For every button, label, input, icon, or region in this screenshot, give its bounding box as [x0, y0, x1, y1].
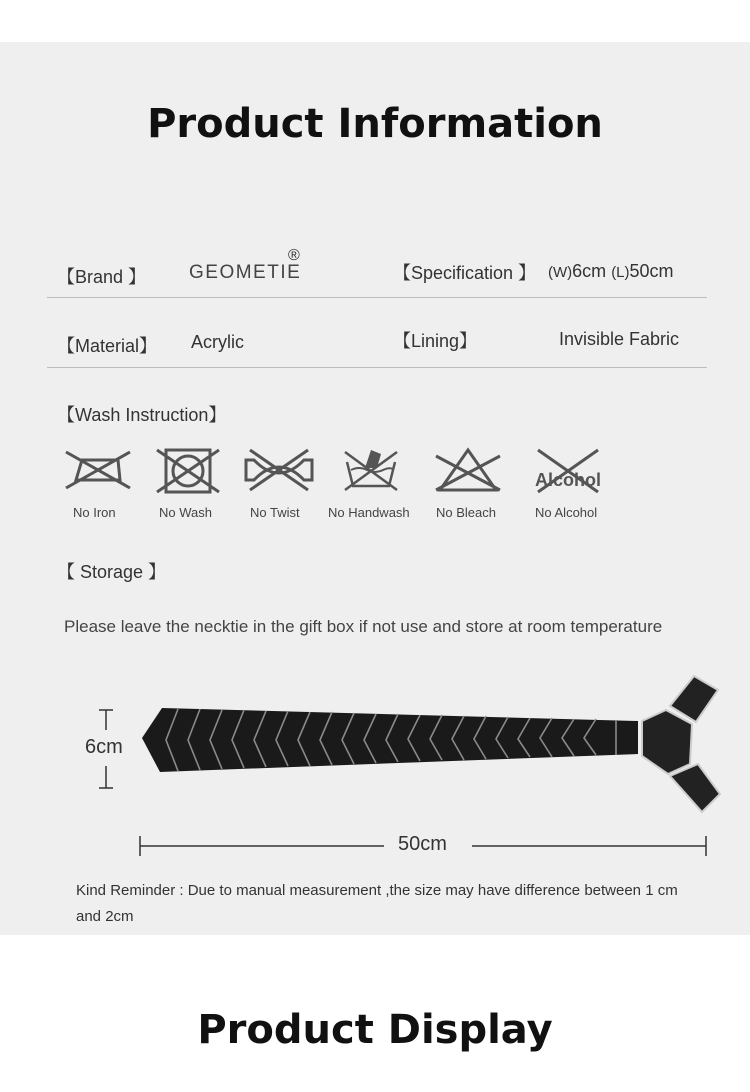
- no-alcohol-icon: [532, 446, 604, 496]
- wash-instruction-label: 【Wash Instruction】: [57, 405, 227, 425]
- length-value: 50cm: [629, 261, 674, 281]
- storage-text: Please leave the necktie in the gift box if not use and store at room temperature: [64, 617, 663, 636]
- width-prefix: (W): [548, 264, 573, 281]
- wash-label-no-twist: No Twist: [250, 505, 300, 520]
- product-display-title: Product Display: [197, 1007, 553, 1053]
- tie-length-label: 50cm: [398, 833, 447, 855]
- brand-value: GEOMETIE: [189, 262, 302, 283]
- storage-label: 【 Storage 】: [57, 562, 167, 582]
- material-value: Acrylic: [191, 332, 244, 352]
- no-handwash-icon: [341, 446, 401, 494]
- no-twist-icon: [240, 446, 318, 494]
- wash-label-no-wash: No Wash: [159, 505, 212, 520]
- no-wash-icon: [153, 446, 223, 496]
- wash-label-no-bleach: No Bleach: [436, 505, 496, 520]
- alcohol-icon-text: Alcohol: [535, 470, 601, 490]
- specification-value: [548, 261, 674, 282]
- collar-right: [670, 764, 720, 812]
- lining-value: Invisible Fabric: [559, 329, 680, 349]
- no-iron-icon: [62, 446, 134, 492]
- brand-label: 【Brand 】: [57, 267, 147, 287]
- divider: [47, 297, 707, 298]
- product-information-title: Product Information: [147, 101, 603, 147]
- necktie-diagram: [0, 670, 750, 870]
- wash-label-no-alcohol: No Alcohol: [535, 505, 598, 520]
- divider: [47, 367, 707, 368]
- wash-label-no-iron: No Iron: [73, 505, 116, 520]
- kind-reminder: Kind Reminder : Due to manual measurement ,the size may have difference between 1 cm and 2cm: [76, 882, 678, 925]
- width-value: 6cm: [572, 261, 607, 281]
- registered-mark: ®: [288, 247, 300, 264]
- specification-label: 【Specification 】: [393, 263, 537, 283]
- wash-label-no-handwash: No Handwash: [328, 505, 410, 520]
- no-bleach-icon: [432, 446, 504, 494]
- tie-knot: [642, 710, 692, 774]
- tie-width-label: 6cm: [85, 736, 123, 758]
- length-prefix: (L): [611, 264, 630, 281]
- lining-label: 【Lining】: [393, 331, 478, 351]
- material-label: 【Material】: [57, 336, 158, 356]
